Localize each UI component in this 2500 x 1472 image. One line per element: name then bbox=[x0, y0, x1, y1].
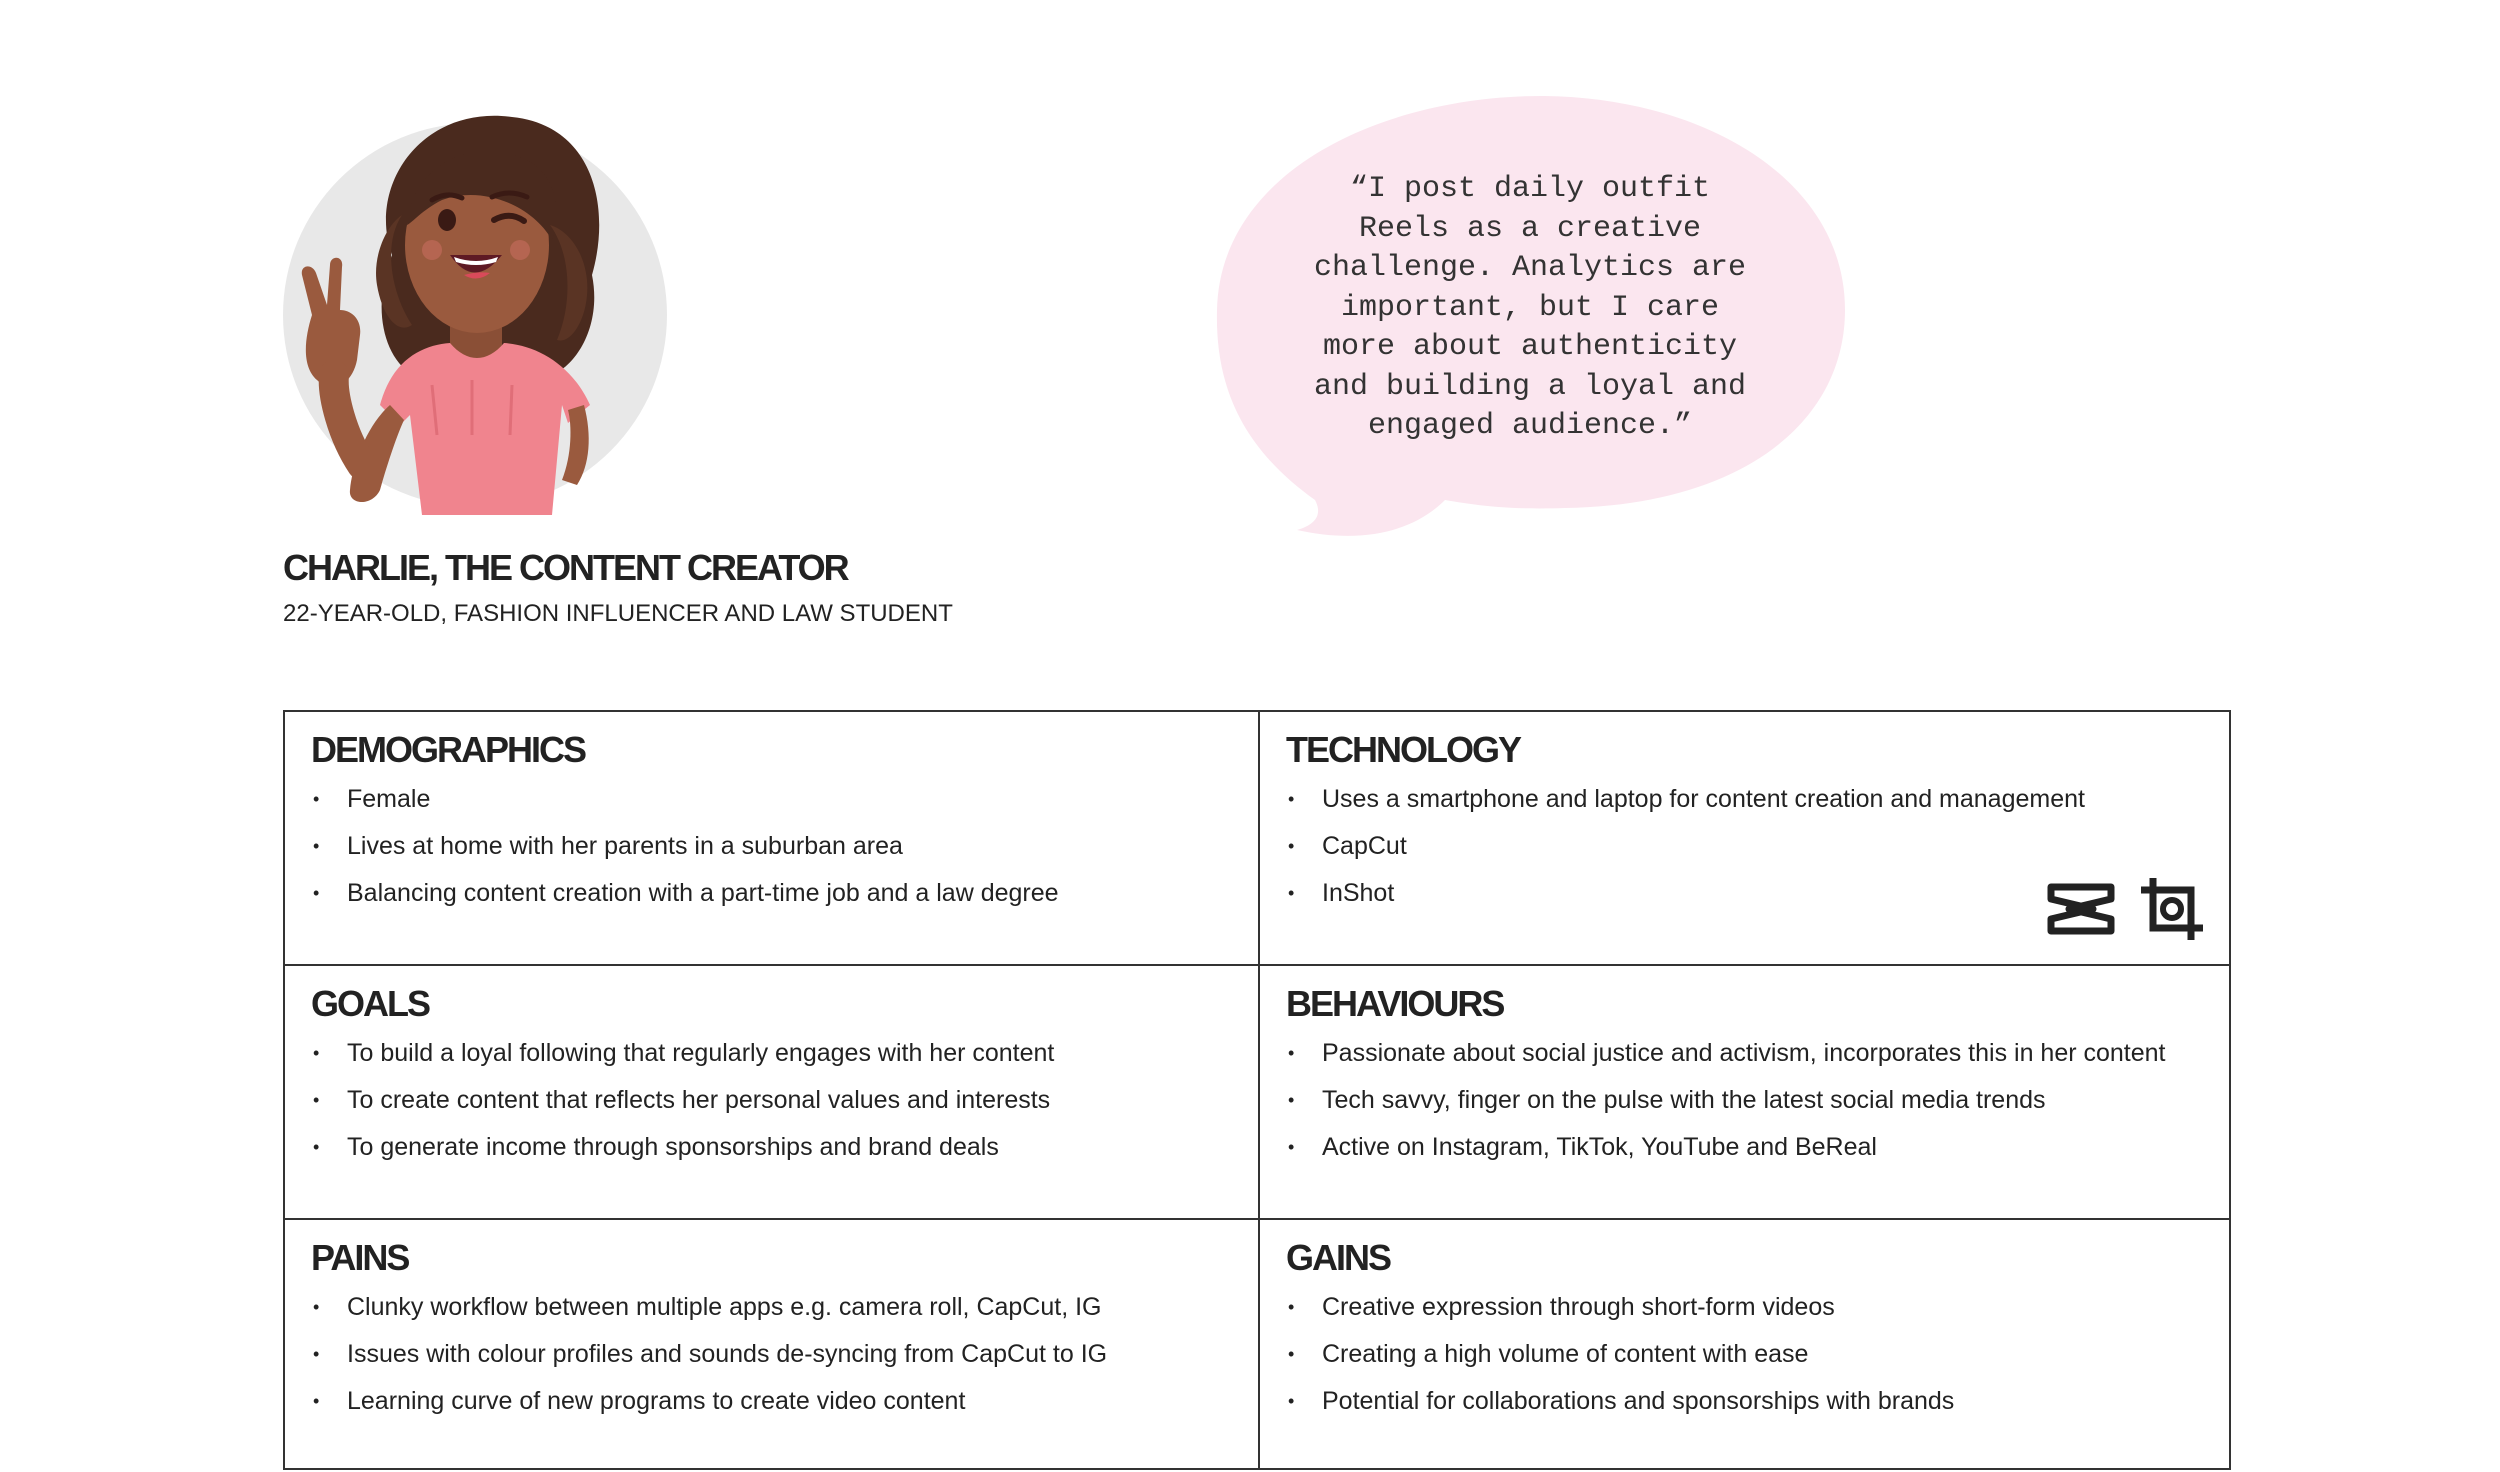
list-item: • Issues with colour profiles and sounds de-syncing from CapCut to IG bbox=[311, 1331, 1238, 1378]
demographics-section bbox=[285, 712, 1260, 966]
list-item: • Passionate about social justice and activism, incorporates this in her content bbox=[1286, 1030, 2211, 1077]
list-item: • To generate income through sponsorships and brand deals bbox=[311, 1124, 1238, 1171]
behaviours-list bbox=[1286, 1030, 2211, 1171]
persona-avatar bbox=[272, 105, 672, 515]
section-title: GOALS bbox=[311, 983, 430, 1024]
list-item: • CapCut bbox=[1286, 823, 2211, 870]
persona-name: CHARLIE, THE CONTENT CREATOR bbox=[283, 547, 848, 588]
list-item: • To create content that reflects her personal values and interests bbox=[311, 1077, 1238, 1124]
list-item: • To build a loyal following that regularly engages with her content bbox=[311, 1030, 1238, 1077]
list-item: • Balancing content creation with a part-time job and a law degree bbox=[311, 870, 1238, 917]
demographics-list bbox=[311, 776, 1238, 917]
persona-grid bbox=[283, 710, 2231, 1470]
technology-section bbox=[1260, 712, 2231, 966]
list-item: • Lives at home with her parents in a suburban area bbox=[311, 823, 1238, 870]
list-item: • Tech savvy, finger on the pulse with the latest social media trends bbox=[1286, 1077, 2211, 1124]
section-title: TECHNOLOGY bbox=[1286, 729, 1521, 770]
capcut-icon bbox=[2045, 879, 2117, 944]
pains-section bbox=[285, 1220, 1260, 1468]
list-item: • Learning curve of new programs to create video content bbox=[311, 1378, 1238, 1425]
persona-subtitle: 22-YEAR-OLD, FASHION INFLUENCER AND LAW STUDENT bbox=[283, 600, 953, 627]
list-item: • Uses a smartphone and laptop for content creation and management bbox=[1286, 776, 2211, 823]
section-title: GAINS bbox=[1286, 1237, 1391, 1278]
behaviours-section bbox=[1260, 966, 2231, 1220]
section-title: PAINS bbox=[311, 1237, 409, 1278]
app-icons bbox=[2045, 874, 2207, 949]
section-title: BEHAVIOURS bbox=[1286, 983, 1504, 1024]
goals-section bbox=[285, 966, 1260, 1220]
gains-section bbox=[1260, 1220, 2231, 1468]
list-item: • Female bbox=[311, 776, 1238, 823]
list-item: • Clunky workflow between multiple apps e.g. camera roll, CapCut, IG bbox=[311, 1284, 1238, 1331]
gains-list bbox=[1286, 1284, 2211, 1425]
avatar-illustration bbox=[272, 105, 672, 515]
pains-list bbox=[311, 1284, 1238, 1425]
goals-list bbox=[311, 1030, 1238, 1171]
inshot-icon bbox=[2137, 874, 2207, 949]
list-item: • Creative expression through short-form videos bbox=[1286, 1284, 2211, 1331]
list-item: • Creating a high volume of content with ease bbox=[1286, 1331, 2211, 1378]
section-title: DEMOGRAPHICS bbox=[311, 729, 586, 770]
list-item: • Potential for collaborations and sponsorships with brands bbox=[1286, 1378, 2211, 1425]
persona-quote: “I post daily outfit Reels as a creative challenge. Analytics are important, but I care more about authenticity and building a loyal and engaged audience.” bbox=[1313, 172, 1747, 443]
list-item: • Active on Instagram, TikTok, YouTube and BeReal bbox=[1286, 1124, 2211, 1171]
list-item: • InShot bbox=[1286, 870, 2211, 917]
